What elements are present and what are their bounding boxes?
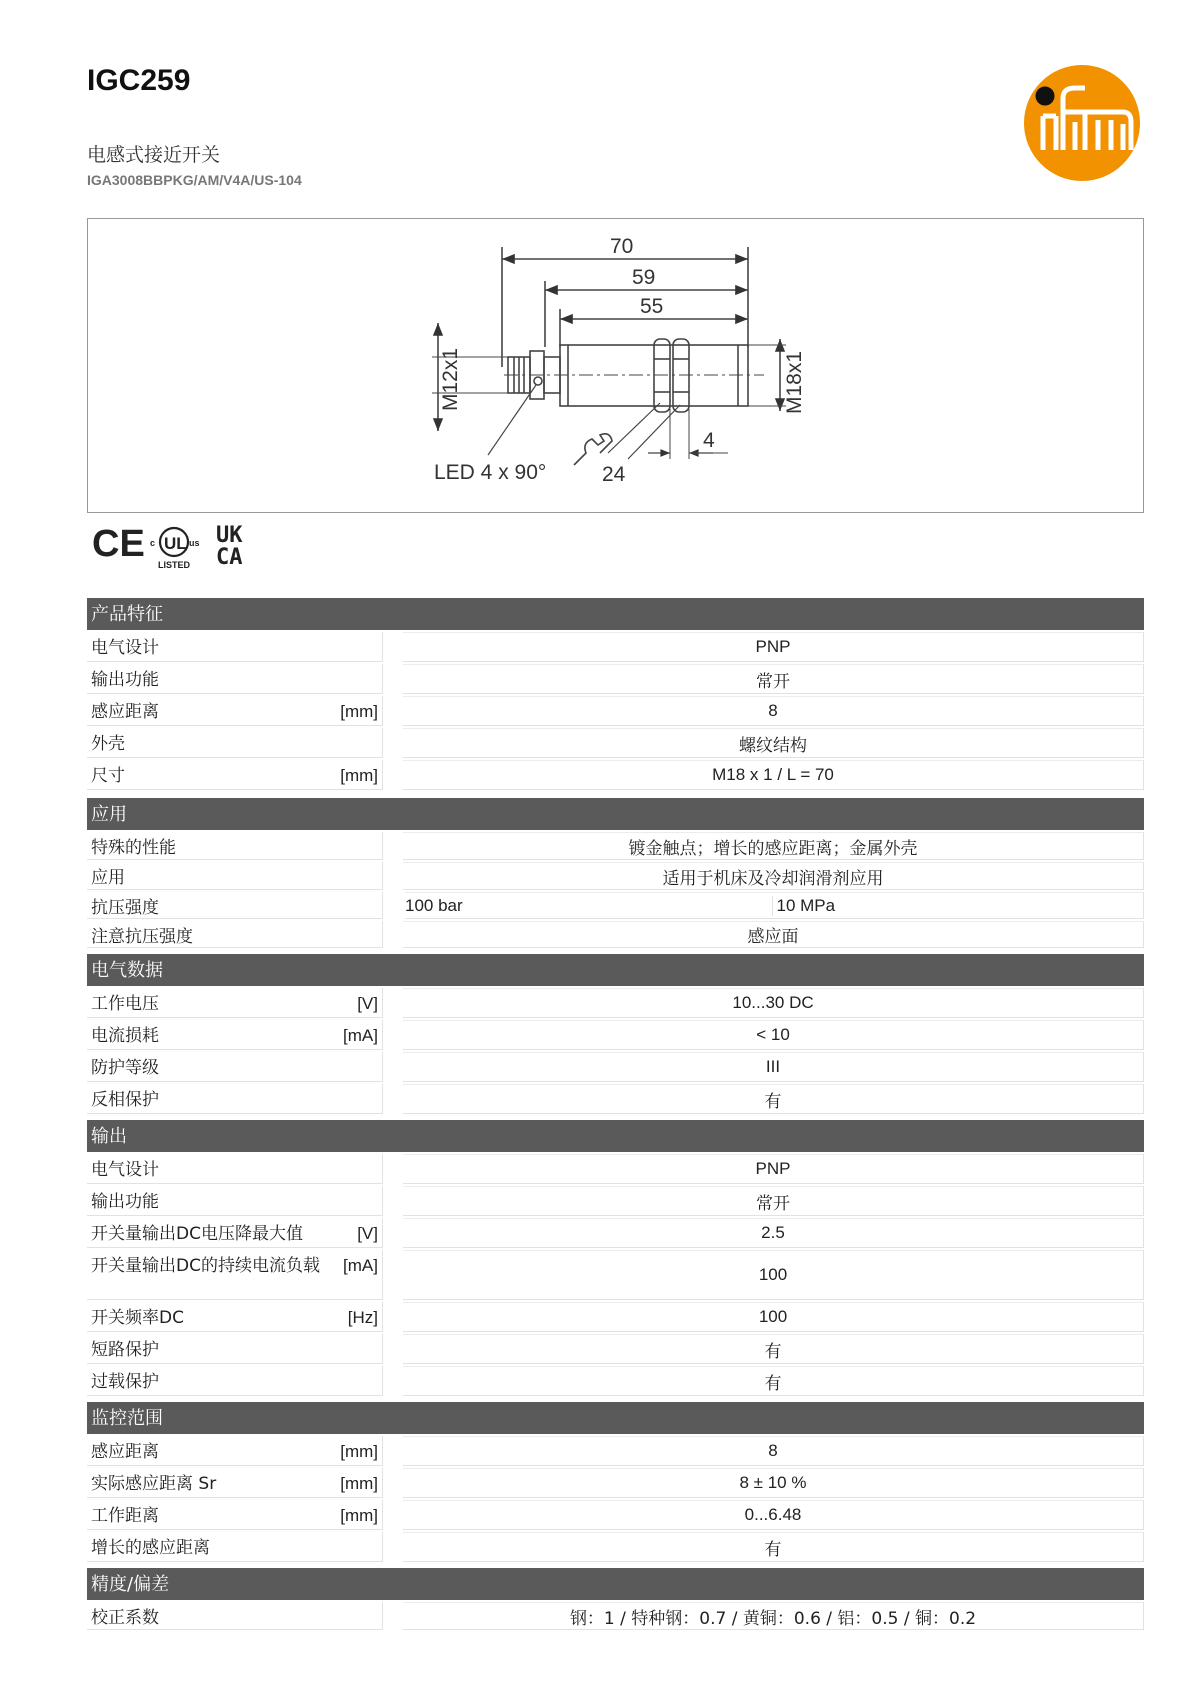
drawing-svg [88, 219, 1145, 514]
ce-mark: CE [92, 523, 145, 565]
ul-listed-text: LISTED [158, 560, 191, 570]
row-label: 工作距离 [91, 1506, 159, 1526]
row-label: 电流损耗 [91, 1026, 159, 1046]
logo-text: ifm [1082, 176, 1084, 177]
row-value: III [403, 1052, 1144, 1082]
row-unit: [V] [357, 994, 378, 1013]
row-label: 过载保护 [91, 1372, 159, 1392]
row-unit: [mA] [343, 1026, 378, 1045]
section-header-accuracy: 精度/偏差 [87, 1568, 1144, 1600]
row-value: 8 [403, 1436, 1144, 1466]
table-row [87, 892, 1144, 919]
row-label: 注意抗压强度 [91, 927, 193, 947]
wrench-size-label: 24 [602, 463, 626, 486]
row-value: 100 [403, 1302, 1144, 1332]
table-row [87, 1302, 1144, 1332]
row-label: 开关频率DC [91, 1308, 184, 1328]
row-value-split [405, 892, 1144, 919]
certification-marks [92, 522, 262, 572]
table-row [87, 1334, 1144, 1364]
row-unit: [mm] [340, 702, 378, 721]
ukca-top: UK [216, 523, 243, 548]
row-value: 有 [403, 1334, 1144, 1364]
table-row [87, 1468, 1144, 1498]
ukca-mark [216, 523, 243, 570]
dim-4-label: 4 [703, 429, 715, 452]
table-row [87, 1154, 1144, 1184]
row-value: 2.5 [403, 1218, 1144, 1248]
dim-59-label: 59 [632, 266, 656, 289]
row-label: 校正系数 [91, 1608, 159, 1628]
spec-table [87, 598, 1144, 1632]
row-value: M18 x 1 / L = 70 [403, 760, 1144, 790]
ul-us-text: us [189, 538, 200, 548]
table-row [87, 1602, 1144, 1630]
row-label: 增长的感应距离 [91, 1538, 210, 1558]
row-value: 8 [403, 696, 1144, 726]
table-row [87, 1084, 1144, 1114]
table-row [87, 1366, 1144, 1396]
row-label: 输出功能 [91, 670, 159, 690]
section-header-sensing-range: 监控范围 [87, 1402, 1144, 1434]
table-row [87, 1052, 1144, 1082]
table-row [87, 862, 1144, 890]
row-label: 感应距离 [91, 1442, 159, 1462]
row-unit: [mm] [340, 1506, 378, 1525]
table-row [87, 664, 1144, 694]
row-value: 0...6.48 [403, 1500, 1144, 1530]
row-label: 反相保护 [91, 1090, 159, 1110]
row-label: 应用 [91, 868, 125, 888]
row-value: 有 [403, 1366, 1144, 1396]
row-label: 电气设计 [91, 638, 159, 658]
table-row [87, 1186, 1144, 1216]
row-unit: [mm] [340, 1442, 378, 1461]
row-label: 防护等级 [91, 1058, 159, 1078]
ul-c-text: c [150, 538, 156, 548]
row-value: 有 [403, 1532, 1144, 1562]
row-value: 10...30 DC [403, 988, 1144, 1018]
table-row [87, 1500, 1144, 1530]
table-row [87, 1020, 1144, 1050]
table-row [87, 696, 1144, 726]
row-value: < 10 [403, 1020, 1144, 1050]
article-code: IGA3008BBPKG/AM/V4A/US-104 [87, 172, 302, 188]
row-label: 短路保护 [91, 1340, 159, 1360]
row-value: 镀金触点；增长的感应距离；金属外壳 [403, 832, 1144, 860]
row-unit: [mm] [340, 1474, 378, 1493]
row-label: 感应距离 [91, 702, 159, 722]
product-subtitle: 电感式接近开关 [87, 144, 221, 166]
row-label: 特殊的性能 [91, 838, 176, 858]
table-row [87, 1532, 1144, 1562]
ul-listed-mark [150, 528, 200, 570]
dim-55-label: 55 [640, 295, 664, 318]
ul-text: UL [164, 534, 187, 553]
row-label: 实际感应距离 Sr [91, 1474, 217, 1494]
table-row [87, 760, 1144, 790]
table-row [87, 1250, 1144, 1300]
thread-right-label: M18x1 [783, 350, 806, 414]
table-row [87, 1218, 1144, 1248]
row-value-2: 10 MPa [772, 896, 1144, 916]
row-value: 有 [403, 1084, 1144, 1114]
logo-dot [1038, 89, 1052, 103]
product-title: IGC259 [87, 64, 191, 97]
row-label: 工作电压 [91, 994, 159, 1014]
table-row [87, 728, 1144, 758]
row-value: 常开 [403, 664, 1144, 694]
dim-70-label: 70 [610, 235, 634, 258]
section-header-application: 应用 [87, 798, 1144, 830]
row-label: 电气设计 [91, 1160, 159, 1180]
row-unit: [Hz] [347, 1308, 378, 1327]
row-value: 100 bar [405, 895, 463, 915]
row-unit: [mm] [340, 766, 378, 785]
dimension-drawing [87, 218, 1144, 513]
row-label: 外壳 [91, 734, 125, 754]
table-row [87, 921, 1144, 948]
thread-left-label: M12x1 [439, 347, 462, 411]
row-value: 钢：1 / 特种钢：0.7 / 黄铜：0.6 / 铝：0.5 / 铜：0.2 [403, 1602, 1144, 1630]
row-label: 尺寸 [91, 766, 125, 786]
row-unit: [V] [357, 1224, 378, 1243]
row-label: 抗压强度 [91, 898, 159, 918]
row-value: PNP [403, 632, 1144, 662]
section-header-product-features: 产品特征 [87, 598, 1144, 630]
section-header-electrical-data: 电气数据 [87, 954, 1144, 986]
table-row [87, 832, 1144, 860]
row-value: 感应面 [403, 921, 1144, 948]
row-value: 常开 [403, 1186, 1144, 1216]
ifm-logo [1023, 64, 1141, 182]
wrench-icon [574, 434, 612, 465]
table-row [87, 988, 1144, 1018]
table-row [87, 632, 1144, 662]
table-row [87, 1436, 1144, 1466]
row-label: 开关量输出DC电压降最大值 [91, 1224, 303, 1244]
section-header-output: 输出 [87, 1120, 1144, 1152]
row-value: 适用于机床及冷却润滑剂应用 [403, 862, 1144, 890]
row-unit: [mA] [343, 1256, 378, 1275]
row-value: 8 ± 10 % [403, 1468, 1144, 1498]
row-label: 开关量输出DC的持续电流负载 [91, 1256, 320, 1276]
ukca-bottom: CA [216, 545, 243, 570]
row-value: 螺纹结构 [403, 728, 1144, 758]
led-label: LED 4 x 90° [434, 461, 547, 484]
row-value: 100 [403, 1250, 1144, 1300]
row-label: 输出功能 [91, 1192, 159, 1212]
row-value: PNP [403, 1154, 1144, 1184]
